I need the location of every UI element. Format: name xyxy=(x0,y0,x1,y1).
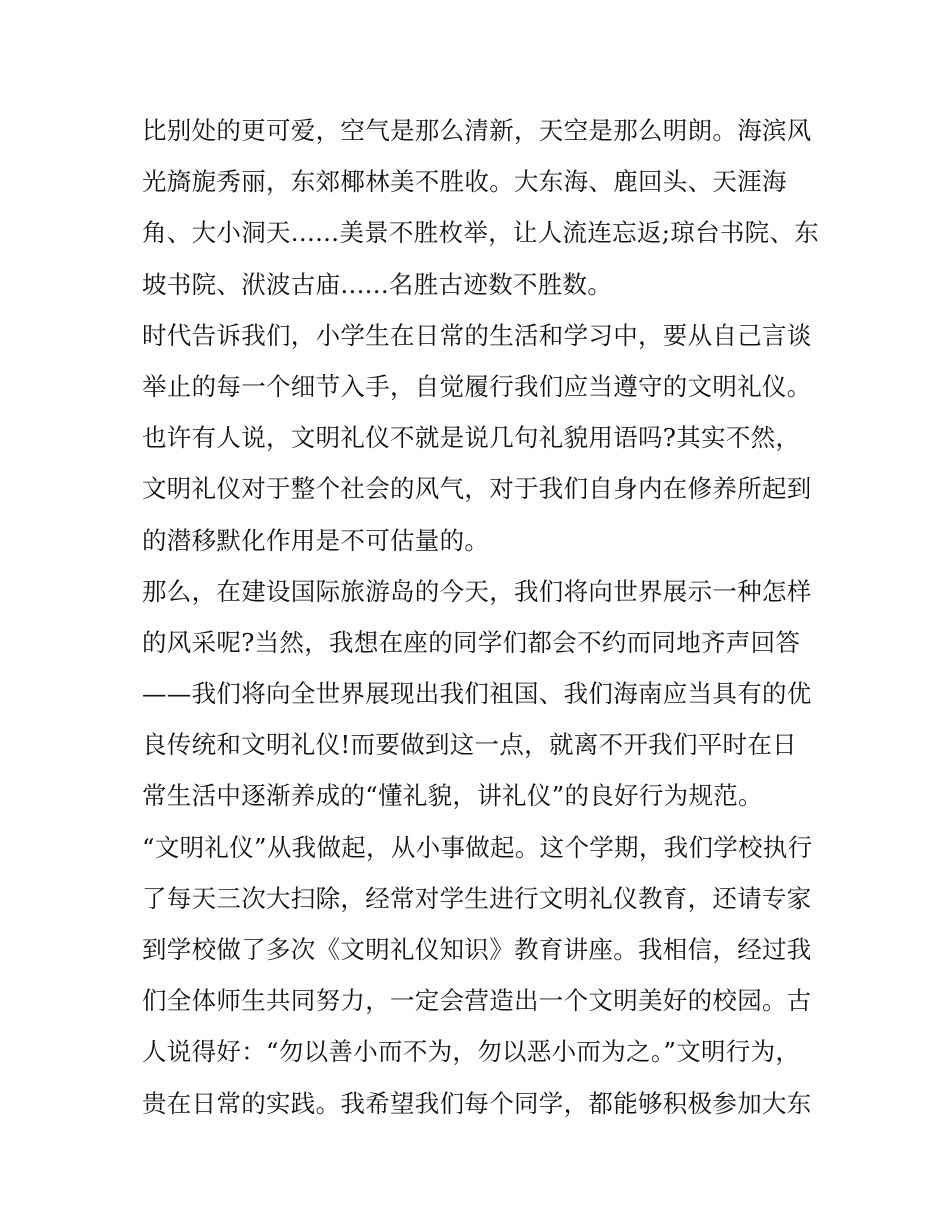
text-line: 常生活中逐渐养成的“懂礼貌，讲礼仪”的良好行为规范。 xyxy=(142,781,763,811)
text-line: 良传统和文明礼仪!而要做到这一点，就离不开我们平时在日 xyxy=(142,730,797,760)
text-line: 时代告诉我们，小学生在日常的生活和学习中，要从自己言谈 xyxy=(142,320,812,350)
text-line: 贵在日常的实践。我希望我们每个同学，都能够积极参加大东 xyxy=(142,1088,812,1118)
text-line: 也许有人说，文明礼仪不就是说几句礼貌用语吗?其实不然， xyxy=(142,423,801,453)
text-line: 们全体师生共同努力，一定会营造出一个文明美好的校园。古 xyxy=(142,986,812,1016)
text-line: “文明礼仪”从我做起，从小事做起。这个学期，我们学校执行 xyxy=(142,832,813,862)
text-line: 那么，在建设国际旅游岛的今天，我们将向世界展示一种怎样 xyxy=(142,576,812,606)
text-line: 的潜移默化作用是不可估量的。 xyxy=(142,525,490,555)
text-line: ——我们将向全世界展现出我们祖国、我们海南应当具有的优 xyxy=(142,679,812,709)
text-line: 的风采呢?当然，我想在座的同学们都会不约而同地齐声回答 xyxy=(142,627,801,657)
text-line: 光旖旎秀丽，东郊椰林美不胜收。大东海、鹿回头、天涯海 xyxy=(142,167,787,197)
text-line: 人说得好：“勿以善小而不为，勿以恶小而为之。”文明行为， xyxy=(142,1037,801,1067)
text-line: 举止的每一个细节入手，自觉履行我们应当遵守的文明礼仪。 xyxy=(142,371,812,401)
text-line: 比别处的更可爱，空气是那么清新，天空是那么明朗。海滨风 xyxy=(142,116,812,145)
text-line: 文明礼仪对于整个社会的风气，对于我们自身内在修养所起到 xyxy=(142,474,812,504)
text-line: 坡书院、洑波古庙......名胜古迹数不胜数。 xyxy=(142,269,613,299)
text-line: 到学校做了多次《文明礼仪知识》教育讲座。我相信，经过我 xyxy=(142,935,812,964)
text-line: 了每天三次大扫除，经常对学生进行文明礼仪教育，还请专家 xyxy=(142,883,812,913)
body-text xyxy=(142,105,822,1129)
text-line: 角、大小洞天......美景不胜枚举，让人流连忘返;琼台书院、东 xyxy=(142,218,820,248)
